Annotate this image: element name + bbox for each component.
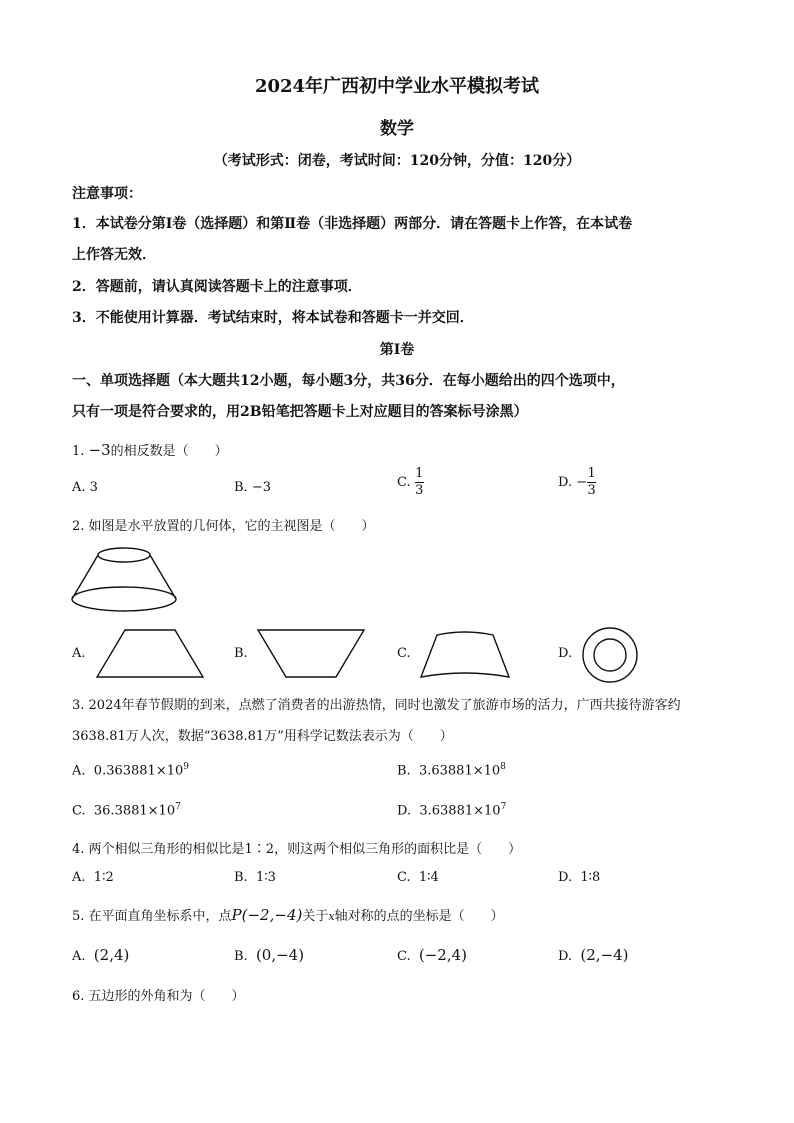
option-value: (0,−4) [255,946,305,964]
q4-option-d [558,870,600,885]
option-exponent: 9 [183,762,189,772]
fraction [587,467,596,498]
q5-stem [72,905,504,924]
option-label: D. [558,870,573,885]
option-value: (2,−4) [580,946,629,964]
q2-option-d-label: D. [558,646,573,661]
option-label: C. [397,475,411,490]
option-base: 36.3881×10 [93,803,176,819]
option-base: 3.63881×10 [418,763,501,779]
curved-trapezoid-figure [419,627,511,681]
q4-option-c [397,870,439,885]
option-label: B. [397,763,411,779]
option-label: C. [397,870,411,885]
denominator: 3 [587,483,596,498]
q1-expr: −3 [88,441,111,459]
option-label: B. [234,870,248,885]
q1-stem [72,440,228,459]
section1-instructions: 一、单项选择题（本大题共12小题，每小题3分，共36分．在每小题给出的四个选项中， [72,373,625,389]
q3-option-b [397,762,506,778]
denominator: 3 [415,483,424,498]
q5-option-a [72,946,129,964]
notes-item-1: 1．本试卷分第Ⅰ卷（选择题）和第Ⅱ卷（非选择题）两部分．请在答题卡上作答，在本试卷 [72,216,633,232]
option-value: 1∶2 [93,870,114,885]
q1-option-b [234,480,271,495]
option-label: B. [234,480,248,495]
option-value: 1∶3 [255,870,276,885]
q2-option-c-label: C. [397,646,411,661]
section1-instructions-cont: 只有一项是符合要求的，用2B铅笔把答题卡上对应题目的答案标号涂黑） [72,404,528,420]
option-exponent: 7 [175,802,181,812]
q3-stem-line1: 3. 2024年春节假期的到来，点燃了消费者的出游热情，同时也激发了旅游市场的活力，广西共接待游客约 [72,698,681,713]
concentric-circles-figure [581,626,639,684]
option-value: 3 [89,480,98,495]
notes-item-1-cont: 上作答无效． [72,247,156,263]
option-label: D. [397,803,412,819]
q5-point: P(−2,−4) [231,906,303,924]
q3-option-d [397,802,506,818]
option-label: A. [72,480,86,495]
q1-option-a [72,480,98,495]
q1-number: 1. [72,444,85,459]
option-exponent: 8 [500,762,506,772]
option-value: −3 [251,480,271,495]
option-label: C. [397,949,411,964]
option-base: 3.63881×10 [419,803,501,819]
q5-option-d [558,946,629,964]
q2-stem: 2. 如图是水平放置的几何体，它的主视图是（ ） [72,519,375,534]
q2-option-a-label: A. [72,646,86,661]
option-label: C. [72,803,86,819]
option-exponent: 7 [500,802,507,812]
q5-text-prefix: 5. 在平面直角坐标系中，点 [72,909,232,924]
notes-item-3: 3．不能使用计算器．考试结束时，将本试卷和答题卡一并交回． [72,310,474,326]
option-value: 1∶8 [580,870,601,885]
option-label: A. [72,949,86,964]
trapezoid-figure [95,629,205,679]
q3-option-a [72,762,189,778]
q5-axis: x [328,910,335,923]
option-label: B. [234,949,248,964]
q3-option-c [72,802,181,818]
notes-item-2: 2．答题前，请认真阅读答题卡上的注意事项． [72,279,362,295]
option-value: (−2,4) [418,946,468,964]
q5-option-c [397,946,467,964]
q3-stem-line2: 3638.81万人次，数据“3638.81万”用科学记数法表示为（ ） [72,729,453,744]
option-value: 1∶4 [418,870,439,885]
notes-heading: 注意事项： [72,186,142,202]
option-label: A. [72,870,86,885]
option-label: A. [72,763,86,779]
exam-info: （考试形式：闭卷，考试时间：120分钟，分值：120分） [213,153,581,169]
option-label: D. [558,475,573,490]
part1-label: 第Ⅰ卷 [379,342,415,358]
subject-title: 数学 [380,119,414,139]
q4-stem: 4. 两个相似三角形的相似比是1∶2，则这两个相似三角形的面积比是（ ） [72,842,522,857]
q1-option-d [558,467,596,498]
frustum-solid-figure [70,545,180,615]
q1-text: 的相反数是（ ） [110,444,228,459]
option-value: (2,4) [93,946,130,964]
q2-option-b-label: B. [234,646,248,661]
option-label: D. [558,949,573,964]
q1-option-c [397,467,424,498]
q5-text-suffix: 轴对称的点的坐标是（ ） [334,909,504,924]
q6-stem: 6. 五边形的外角和为（ ） [72,989,245,1004]
minus-sign: − [576,475,588,490]
inverted-trapezoid-figure [256,629,366,679]
exam-title: 2024年广西初中学业水平模拟考试 [254,76,540,97]
q4-option-b [234,870,276,885]
q5-option-b [234,946,304,964]
numerator: 1 [587,466,596,481]
q4-option-a [72,870,114,885]
fraction [415,467,424,498]
numerator: 1 [415,466,424,481]
q5-text-mid: 关于 [302,909,329,924]
option-base: 0.363881×10 [93,763,184,779]
